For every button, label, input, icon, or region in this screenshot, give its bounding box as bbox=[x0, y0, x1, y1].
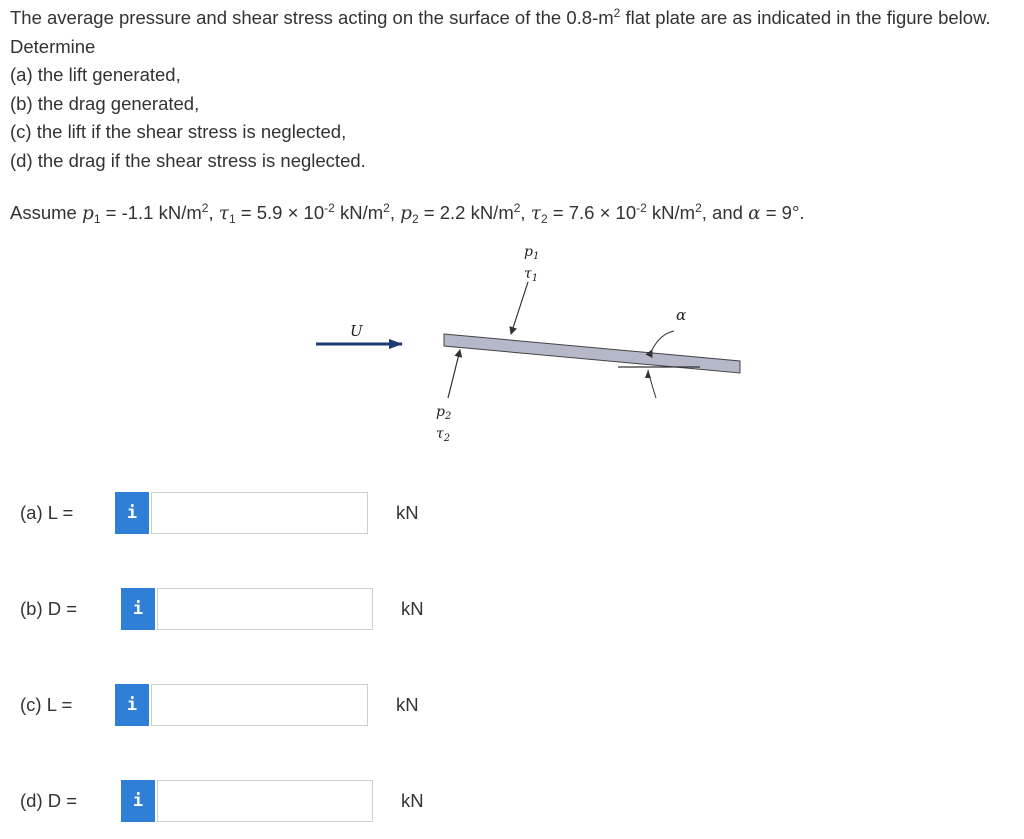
alpha-arc-upper bbox=[652, 331, 674, 350]
answer-label-c: (c) L = bbox=[20, 694, 73, 715]
p2-arrow bbox=[448, 350, 460, 398]
plate-figure bbox=[300, 236, 760, 456]
unit-label-b: kN bbox=[401, 598, 424, 619]
answer-input-d[interactable] bbox=[157, 780, 373, 822]
answer-input-c[interactable] bbox=[151, 684, 368, 726]
answer-label-d: (d) D = bbox=[20, 790, 78, 811]
info-button-b[interactable]: i bbox=[121, 588, 155, 630]
part-b-text: (b) the drag generated, bbox=[10, 92, 200, 114]
part-c-text: (c) the lift if the shear stress is neglected, bbox=[10, 121, 347, 142]
tau1-label: $\tau_1$ bbox=[524, 266, 539, 284]
unit-label-c: kN bbox=[396, 694, 419, 715]
answer-input-a[interactable] bbox=[151, 492, 368, 534]
answer-label-a: (a) L = bbox=[20, 502, 74, 523]
question-intro: The average pressure and shear stress acting on the surface of the $0.8-m^2$ flat plate are as indicated in the figure below. Determine bbox=[10, 6, 991, 57]
info-button-c[interactable]: i bbox=[115, 684, 149, 726]
answer-input-b[interactable] bbox=[157, 588, 373, 630]
p2-label: $p_2$ bbox=[436, 404, 452, 422]
info-button-d[interactable]: i bbox=[121, 780, 155, 822]
p1-arrow bbox=[511, 282, 528, 334]
question-text bbox=[10, 4, 1015, 175]
assumptions-line: Assume $p_1 = -1.1$ $kN/m^2$, $\tau_1 = 5.9 \times 10^{-2}$ $kN/m^2$, $p_2 = 2.2$ $kN/m^2$, $\tau_2 = 7.6 \times 10^{-2}$ $kN/m^2$, and α = 9°. bbox=[10, 201, 805, 226]
tau2-label: $\tau_2$ bbox=[436, 426, 451, 444]
p1-label: $p_1$ bbox=[524, 244, 540, 262]
part-a-text: (a) the lift generated, bbox=[10, 64, 181, 85]
unit-label-d: kN bbox=[401, 790, 424, 811]
info-button-a[interactable]: i bbox=[115, 492, 149, 534]
unit-label-a: kN bbox=[396, 502, 419, 523]
u-label: U bbox=[350, 322, 363, 340]
alpha-arc-lower-head bbox=[645, 370, 651, 378]
answer-label-b: (b) D = bbox=[20, 598, 78, 619]
alpha-label: α bbox=[676, 306, 687, 324]
part-d-text: (d) the drag if the shear stress is neglected. bbox=[10, 149, 366, 171]
